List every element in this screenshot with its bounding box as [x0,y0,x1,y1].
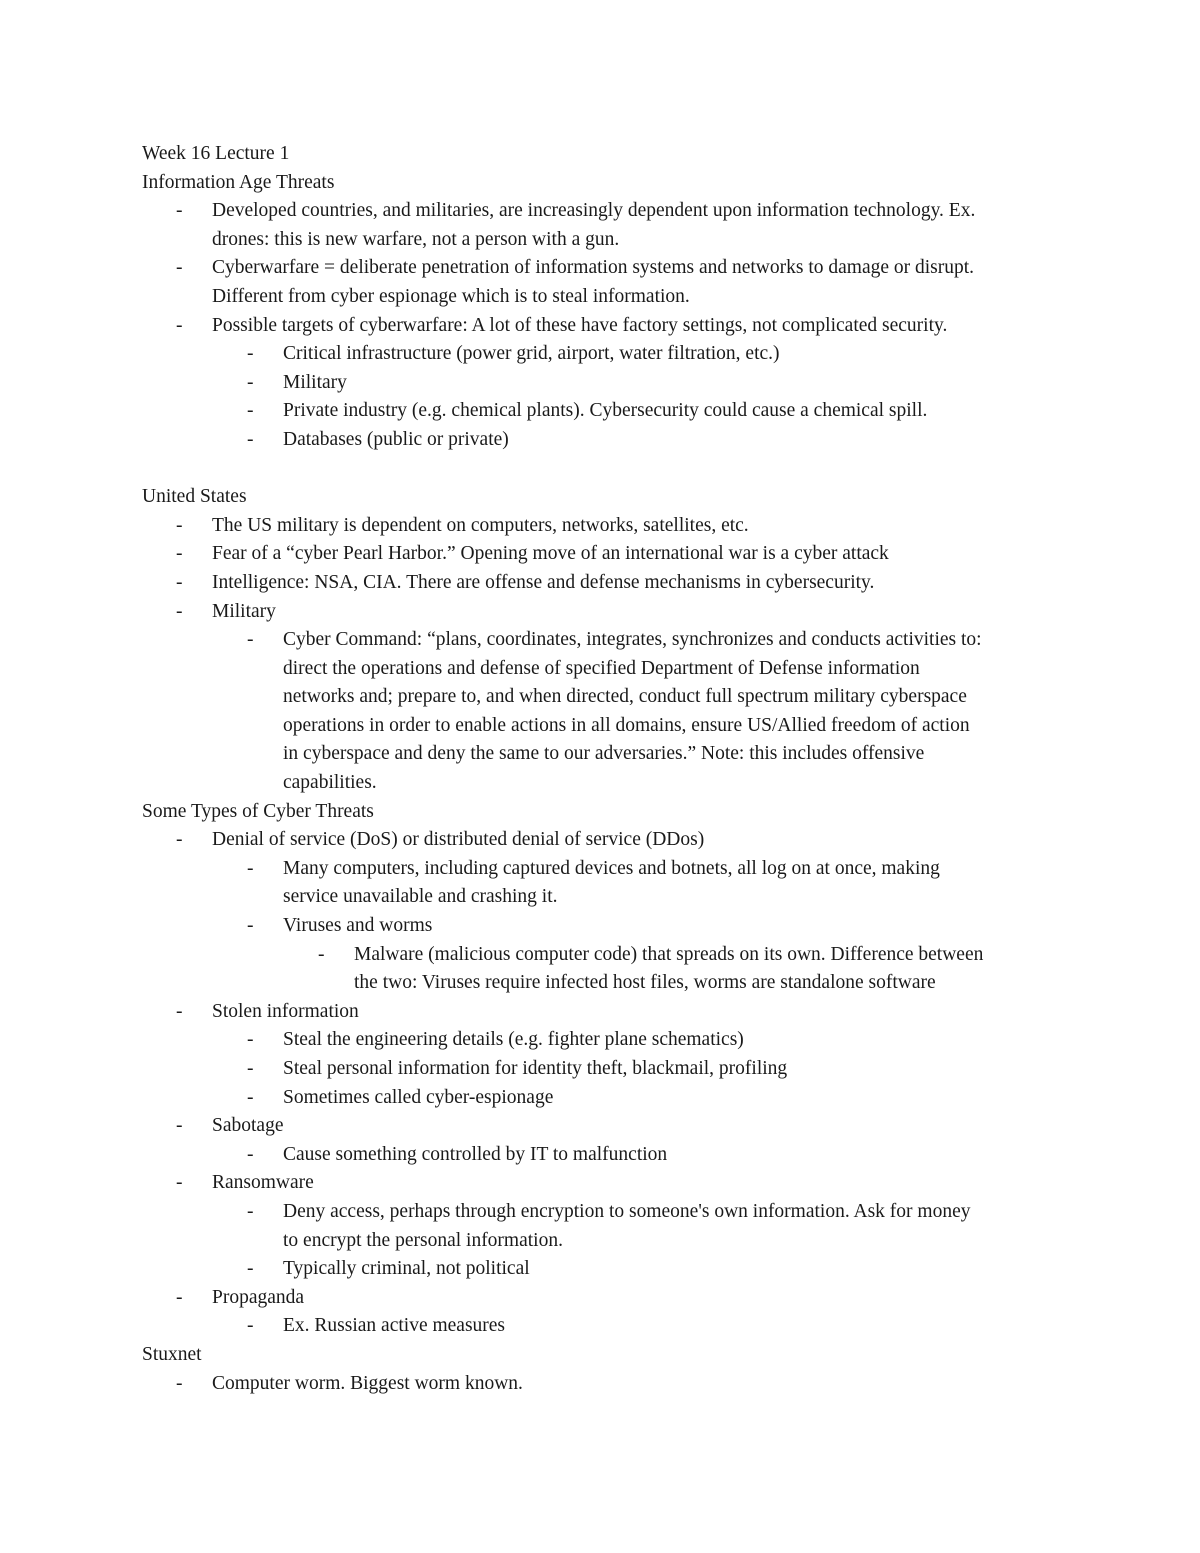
bullet-dash: - [176,314,183,336]
bullet-text: drones: this is new warfare, not a person with a gun. [212,228,620,250]
bullet-dash: - [247,1029,254,1051]
bullet-dash: - [247,343,254,365]
sub-bullet-item [142,1312,1072,1341]
bullet-item [142,998,1072,1027]
bullet-dash: - [176,1286,183,1308]
sub-bullet-item [142,426,1072,455]
sub-bullet-item [142,397,1072,426]
sub-bullet-item [142,855,1072,912]
bullet-item [142,197,1072,254]
bullet-dash: - [176,1115,183,1137]
bullet-dash: - [247,1315,254,1337]
bullet-text: to encrypt the personal information. [283,1229,563,1251]
doc-title: Week 16 Lecture 1 [142,143,290,164]
bullet-dash: - [176,571,183,593]
section-heading: United States [142,486,247,508]
bullet-text: direct the operations and defense of specified Department of Defense information [283,657,920,679]
sub-sub-bullet-item [142,941,1072,998]
sub-bullet-item [142,1255,1072,1284]
bullet-dash: - [176,200,183,222]
bullet-text: Malware (malicious computer code) that spreads on its own. Difference between [354,943,984,965]
bullet-item [142,540,1072,569]
bullet-text: Possible targets of cyberwarfare: A lot of these have factory settings, not complicated security. [212,314,948,336]
bullet-dash: - [176,600,183,622]
bullet-item [142,598,1072,627]
section-heading: Information Age Threats [142,171,335,193]
bullet-item [142,826,1072,855]
bullet-text: Steal personal information for identity theft, blackmail, profiling [283,1058,788,1079]
bullet-dash: - [247,371,254,393]
bullet-item [142,1284,1072,1313]
bullet-item [142,1112,1072,1141]
bullet-text: Cyber Command: “plans, coordinates, integrates, synchronizes and conducts activities to: [283,629,982,651]
bullet-text: The US military is dependent on computers, networks, satellites, etc. [212,514,749,536]
bullet-text: Military [283,371,347,393]
bullet-text: Fear of a “cyber Pearl Harbor.” Opening move of an international war is a cyber attack [212,543,889,565]
bullet-dash: - [176,543,183,565]
bullet-dash: - [247,629,254,651]
section-heading: Some Types of Cyber Threats [142,800,374,822]
sub-bullet-item [142,1198,1072,1255]
sub-bullet-item [142,1141,1072,1170]
bullet-text: capabilities. [283,772,377,794]
bullet-item [142,1370,1072,1399]
document-body [142,140,1072,1398]
bullet-text: Many computers, including captured devices and botnets, all log on at once, making [283,857,940,879]
bullet-text: Steal the engineering details (e.g. fighter plane schematics) [283,1029,744,1051]
bullet-text: Intelligence: NSA, CIA. There are offense and defense mechanisms in cybersecurity. [212,571,875,593]
bullet-dash: - [247,1086,254,1108]
sub-bullet-item [142,369,1072,398]
bullet-text: in cyberspace and deny the same to our adversaries.” Note: this includes offensive [283,743,925,765]
bullet-dash: - [176,514,183,536]
sub-bullet-item [142,912,1072,941]
bullet-item [142,312,1072,341]
bullet-text: Stolen information [212,1000,359,1022]
bullet-dash: - [247,857,254,879]
bullet-text: Viruses and worms [283,915,433,937]
bullet-text: Sometimes called cyber-espionage [283,1086,554,1108]
bullet-text: operations in order to enable actions in all domains, ensure US/Allied freedom of action [283,714,970,736]
bullet-dash: - [176,829,183,851]
bullet-text: service unavailable and crashing it. [283,886,558,908]
bullet-text: Different from cyber espionage which is to steal information. [212,285,690,307]
bullet-text: Ex. Russian active measures [283,1315,506,1337]
bullet-text: the two: Viruses require infected host files, worms are standalone software [354,972,936,994]
bullet-dash: - [247,1143,254,1165]
bullet-dash: - [247,915,254,937]
bullet-text: Computer worm. Biggest worm known. [212,1372,523,1394]
bullet-text: Military [212,600,276,622]
bullet-item [142,254,1072,311]
bullet-dash: - [176,257,183,279]
sub-bullet-item [142,1055,1072,1084]
bullet-dash: - [247,1258,254,1280]
bullet-dash: - [176,1000,183,1022]
blank-line [142,455,1072,484]
sub-bullet-item [142,626,1072,798]
sub-bullet-item [142,1084,1072,1113]
bullet-text: Ransomware [212,1172,314,1194]
bullet-dash: - [247,428,254,450]
bullet-text: Denial of service (DoS) or distributed denial of service (DDos) [212,829,705,851]
section-heading: Stuxnet [142,1343,202,1365]
bullet-text: networks and; prepare to, and when directed, conduct full spectrum military cyberspace [283,686,967,708]
bullet-dash: - [247,1058,254,1079]
bullet-text: Typically criminal, not political [283,1258,530,1280]
sub-bullet-item [142,340,1072,369]
bullet-item [142,512,1072,541]
bullet-item [142,569,1072,598]
bullet-text: Propaganda [212,1286,305,1308]
bullet-text: Databases (public or private) [283,428,509,450]
bullet-dash: - [318,943,325,965]
bullet-text: Critical infrastructure (power grid, airport, water filtration, etc.) [283,343,780,365]
bullet-text: Deny access, perhaps through encryption to someone's own information. Ask for money [283,1200,971,1222]
bullet-text: Private industry (e.g. chemical plants). Cybersecurity could cause a chemical spill. [283,400,928,422]
bullet-dash: - [247,400,254,422]
bullet-item [142,1169,1072,1198]
bullet-dash: - [176,1372,183,1394]
bullet-text: Sabotage [212,1115,284,1137]
bullet-text: Cause something controlled by IT to malfunction [283,1143,668,1165]
bullet-text: Cyberwarfare = deliberate penetration of information systems and networks to damage or disrupt. [212,257,975,279]
bullet-text: Developed countries, and militaries, are increasingly dependent upon information technology. Ex. [212,200,976,222]
sub-bullet-item [142,1026,1072,1055]
bullet-dash: - [176,1172,183,1194]
bullet-dash: - [247,1200,254,1222]
